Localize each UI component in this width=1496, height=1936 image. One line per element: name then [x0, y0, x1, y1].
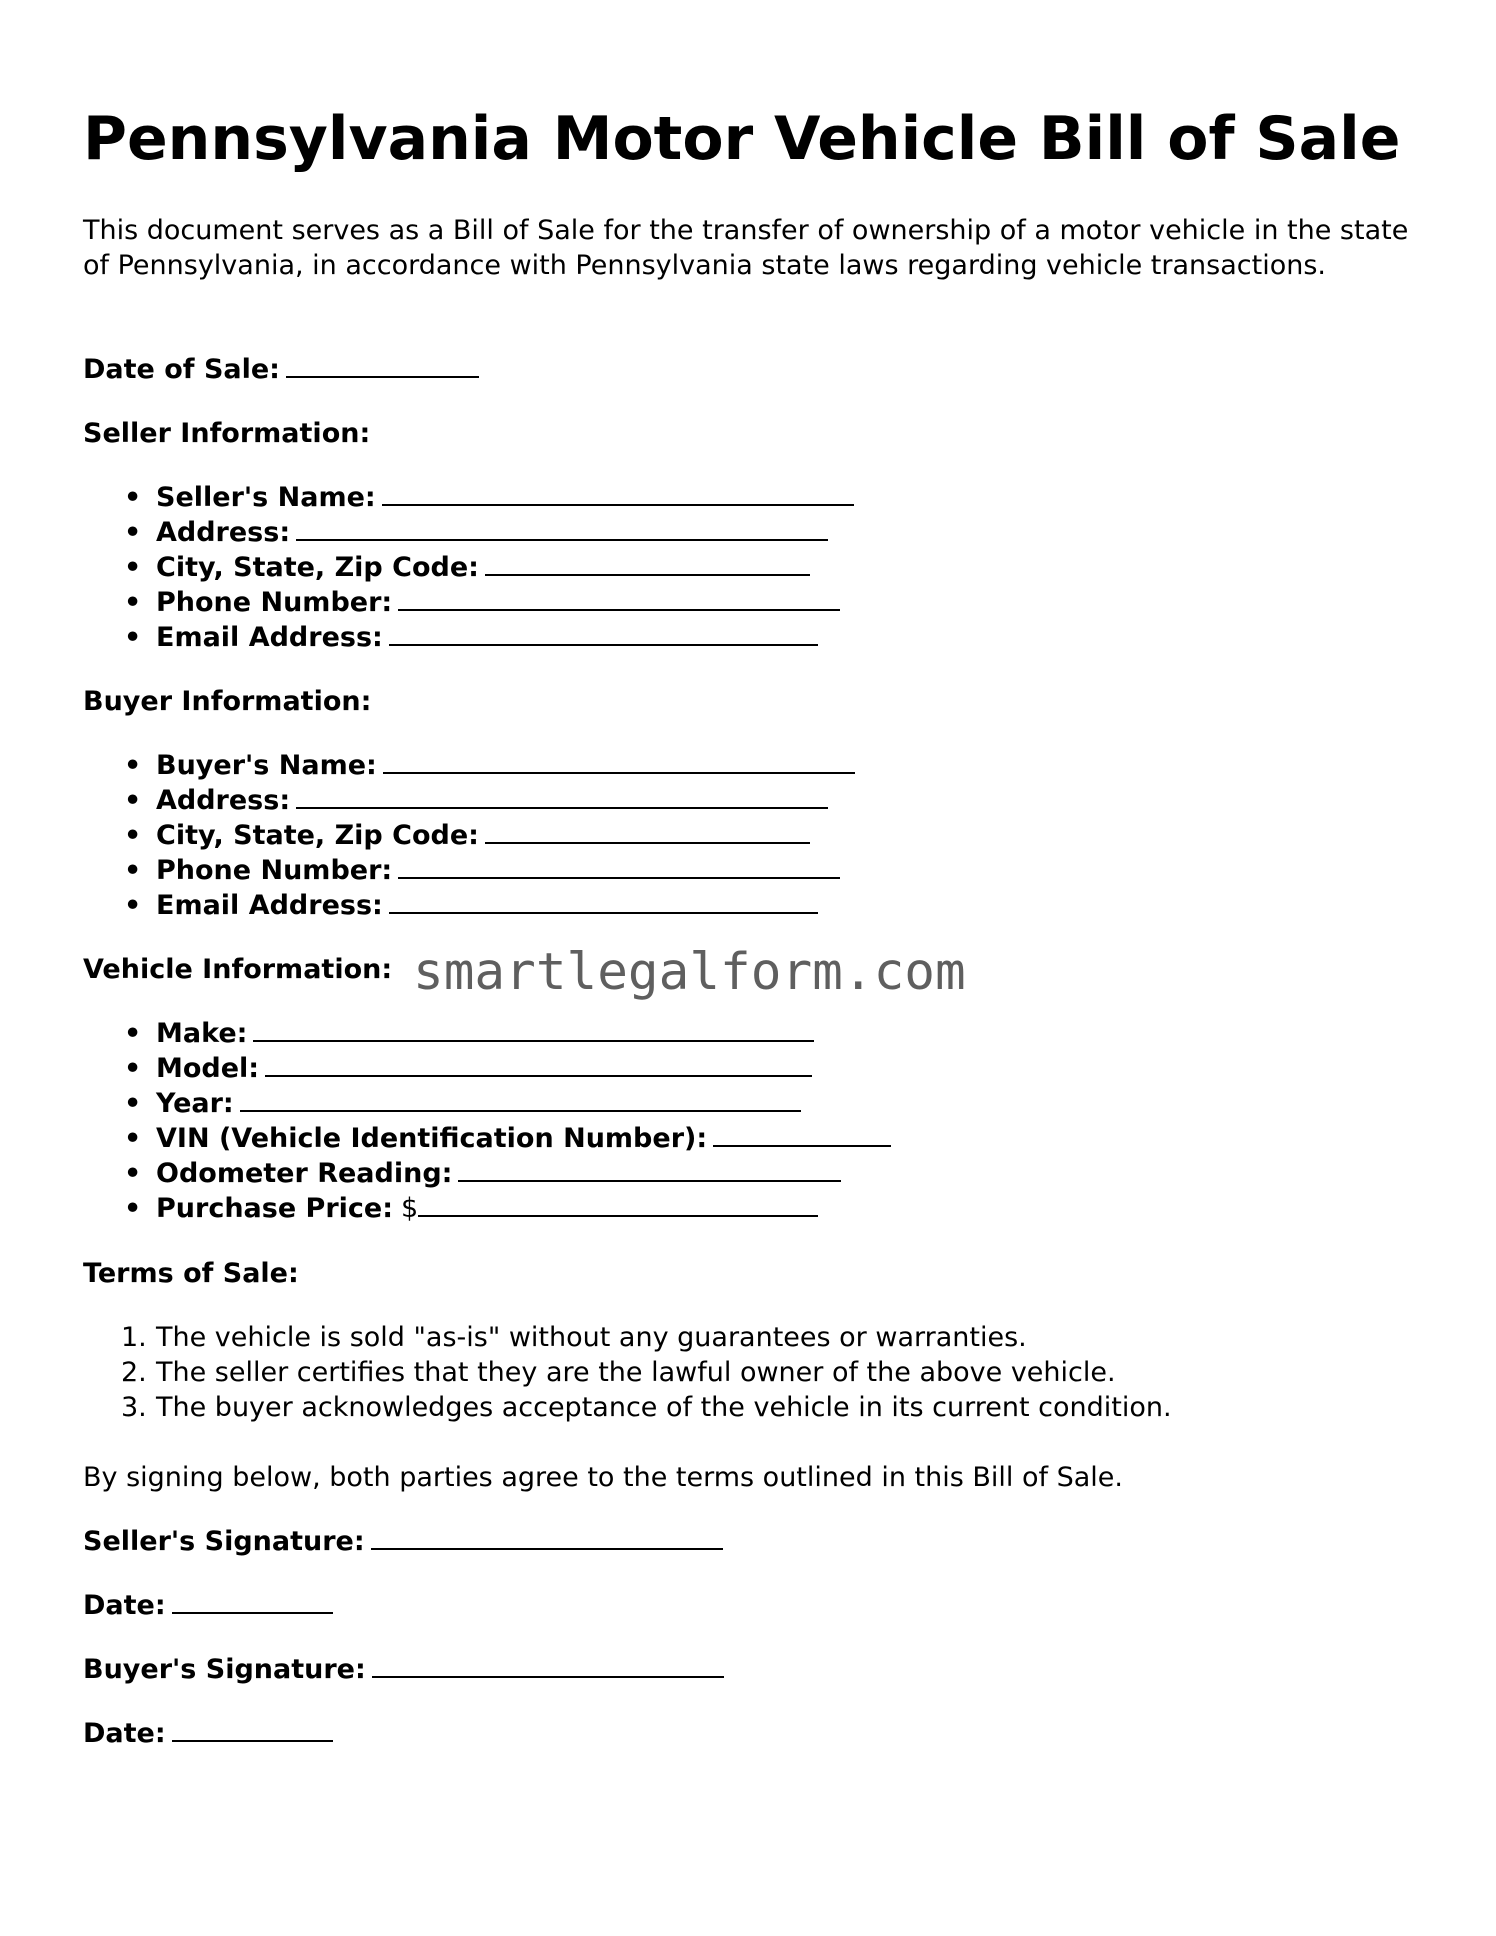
seller-phone-field[interactable] [398, 585, 840, 611]
buyer-field-list [83, 748, 855, 923]
bullet-icon: • [124, 1193, 142, 1224]
vehicle-price-field[interactable] [418, 1191, 818, 1217]
vehicle-model-field[interactable] [265, 1051, 812, 1077]
seller-date-label: Date: [83, 1590, 166, 1621]
intro-paragraph: This document serves as a Bill of Sale for the transfer of ownership of a motor vehicle in the state of Pennsylvania, in accordance with Pennsylvania state laws regarding vehicle transactions. [83, 215, 1409, 281]
buyer-signature-line [83, 1652, 724, 1687]
seller-city-label: City, State, Zip Code: [156, 552, 479, 583]
price-currency: $ [401, 1193, 419, 1224]
vehicle-vin-label: VIN (Vehicle Identification Number): [156, 1123, 708, 1154]
term-number: 2. [121, 1357, 147, 1388]
term-text: The seller certifies that they are the lawful owner of the above vehicle. [156, 1357, 1116, 1388]
buyer-date-label: Date: [83, 1718, 166, 1749]
list-item [83, 515, 854, 550]
seller-signature-field[interactable] [371, 1524, 723, 1550]
list-item [83, 783, 855, 818]
date-of-sale-field[interactable] [286, 352, 479, 378]
list-item [83, 585, 854, 620]
seller-address-field[interactable] [296, 515, 828, 541]
buyer-heading: Buyer Information: [83, 686, 372, 717]
bullet-icon: • [124, 587, 142, 618]
bullet-icon: • [124, 1123, 142, 1154]
seller-address-label: Address: [156, 517, 291, 548]
list-item [83, 1051, 891, 1086]
list-item [83, 620, 854, 655]
list-item [83, 1016, 891, 1051]
agreement-statement: By signing below, both parties agree to the terms outlined in this Bill of Sale. [83, 1462, 1123, 1493]
buyer-signature-label: Buyer's Signature: [83, 1654, 366, 1685]
vehicle-make-label: Make: [156, 1018, 248, 1049]
list-item [83, 1191, 891, 1226]
list-item [83, 1156, 891, 1191]
list-item [83, 1320, 1172, 1355]
buyer-phone-field[interactable] [398, 853, 840, 879]
bullet-icon: • [124, 1053, 142, 1084]
term-number: 1. [121, 1322, 147, 1353]
buyer-date-field[interactable] [172, 1716, 333, 1742]
list-item [83, 1086, 891, 1121]
buyer-name-field[interactable] [383, 748, 855, 774]
bullet-icon: • [124, 622, 142, 653]
seller-name-field[interactable] [382, 480, 854, 506]
list-item [83, 1390, 1172, 1425]
buyer-email-label: Email Address: [156, 890, 383, 921]
bullet-icon: • [124, 785, 142, 816]
bullet-icon: • [124, 1158, 142, 1189]
list-item [83, 1121, 891, 1156]
list-item [83, 888, 855, 923]
terms-list [83, 1320, 1172, 1425]
term-text: The buyer acknowledges acceptance of the vehicle in its current condition. [156, 1392, 1172, 1423]
vehicle-price-label: Purchase Price: [156, 1193, 394, 1224]
vehicle-vin-field[interactable] [713, 1121, 891, 1147]
seller-date-line [83, 1588, 333, 1623]
vehicle-make-field[interactable] [253, 1016, 814, 1042]
buyer-city-label: City, State, Zip Code: [156, 820, 479, 851]
buyer-signature-field[interactable] [372, 1652, 724, 1678]
buyer-address-field[interactable] [296, 783, 828, 809]
seller-signature-line [83, 1524, 723, 1559]
vehicle-heading: Vehicle Information: [83, 954, 393, 985]
seller-field-list [83, 480, 854, 655]
bullet-icon: • [124, 517, 142, 548]
seller-email-label: Email Address: [156, 622, 383, 653]
bullet-icon: • [124, 552, 142, 583]
bullet-icon: • [124, 855, 142, 886]
vehicle-year-label: Year: [156, 1088, 234, 1119]
bullet-icon: • [124, 820, 142, 851]
bullet-icon: • [124, 482, 142, 513]
terms-heading: Terms of Sale: [83, 1258, 299, 1289]
seller-phone-label: Phone Number: [156, 587, 393, 618]
list-item [83, 550, 854, 585]
seller-name-label: Seller's Name: [156, 482, 376, 513]
list-item [83, 1355, 1172, 1390]
seller-heading: Seller Information: [83, 418, 371, 449]
bullet-icon: • [124, 750, 142, 781]
vehicle-year-field[interactable] [240, 1086, 801, 1112]
list-item [83, 748, 855, 783]
date-of-sale-label: Date of Sale: [83, 354, 280, 385]
bullet-icon: • [124, 1088, 142, 1119]
term-number: 3. [121, 1392, 147, 1423]
buyer-email-field[interactable] [389, 888, 818, 914]
seller-email-field[interactable] [389, 620, 818, 646]
list-item [83, 818, 855, 853]
seller-date-field[interactable] [172, 1588, 333, 1614]
vehicle-odometer-field[interactable] [458, 1156, 841, 1182]
buyer-date-line [83, 1716, 333, 1751]
buyer-city-field[interactable] [485, 818, 810, 844]
bullet-icon: • [124, 1018, 142, 1049]
buyer-address-label: Address: [156, 785, 291, 816]
watermark: smartlegalform.com [413, 943, 966, 1002]
seller-city-field[interactable] [485, 550, 810, 576]
seller-signature-label: Seller's Signature: [83, 1526, 365, 1557]
vehicle-model-label: Model: [156, 1053, 260, 1084]
list-item [83, 480, 854, 515]
list-item [83, 853, 855, 888]
buyer-phone-label: Phone Number: [156, 855, 393, 886]
term-text: The vehicle is sold "as-is" without any guarantees or warranties. [156, 1322, 1027, 1353]
vehicle-field-list [83, 1016, 891, 1226]
buyer-name-label: Buyer's Name: [156, 750, 377, 781]
date-of-sale-line [83, 352, 479, 387]
document-title: Pennsylvania Motor Vehicle Bill of Sale [83, 104, 1401, 174]
vehicle-odometer-label: Odometer Reading: [156, 1158, 453, 1189]
bullet-icon: • [124, 890, 142, 921]
